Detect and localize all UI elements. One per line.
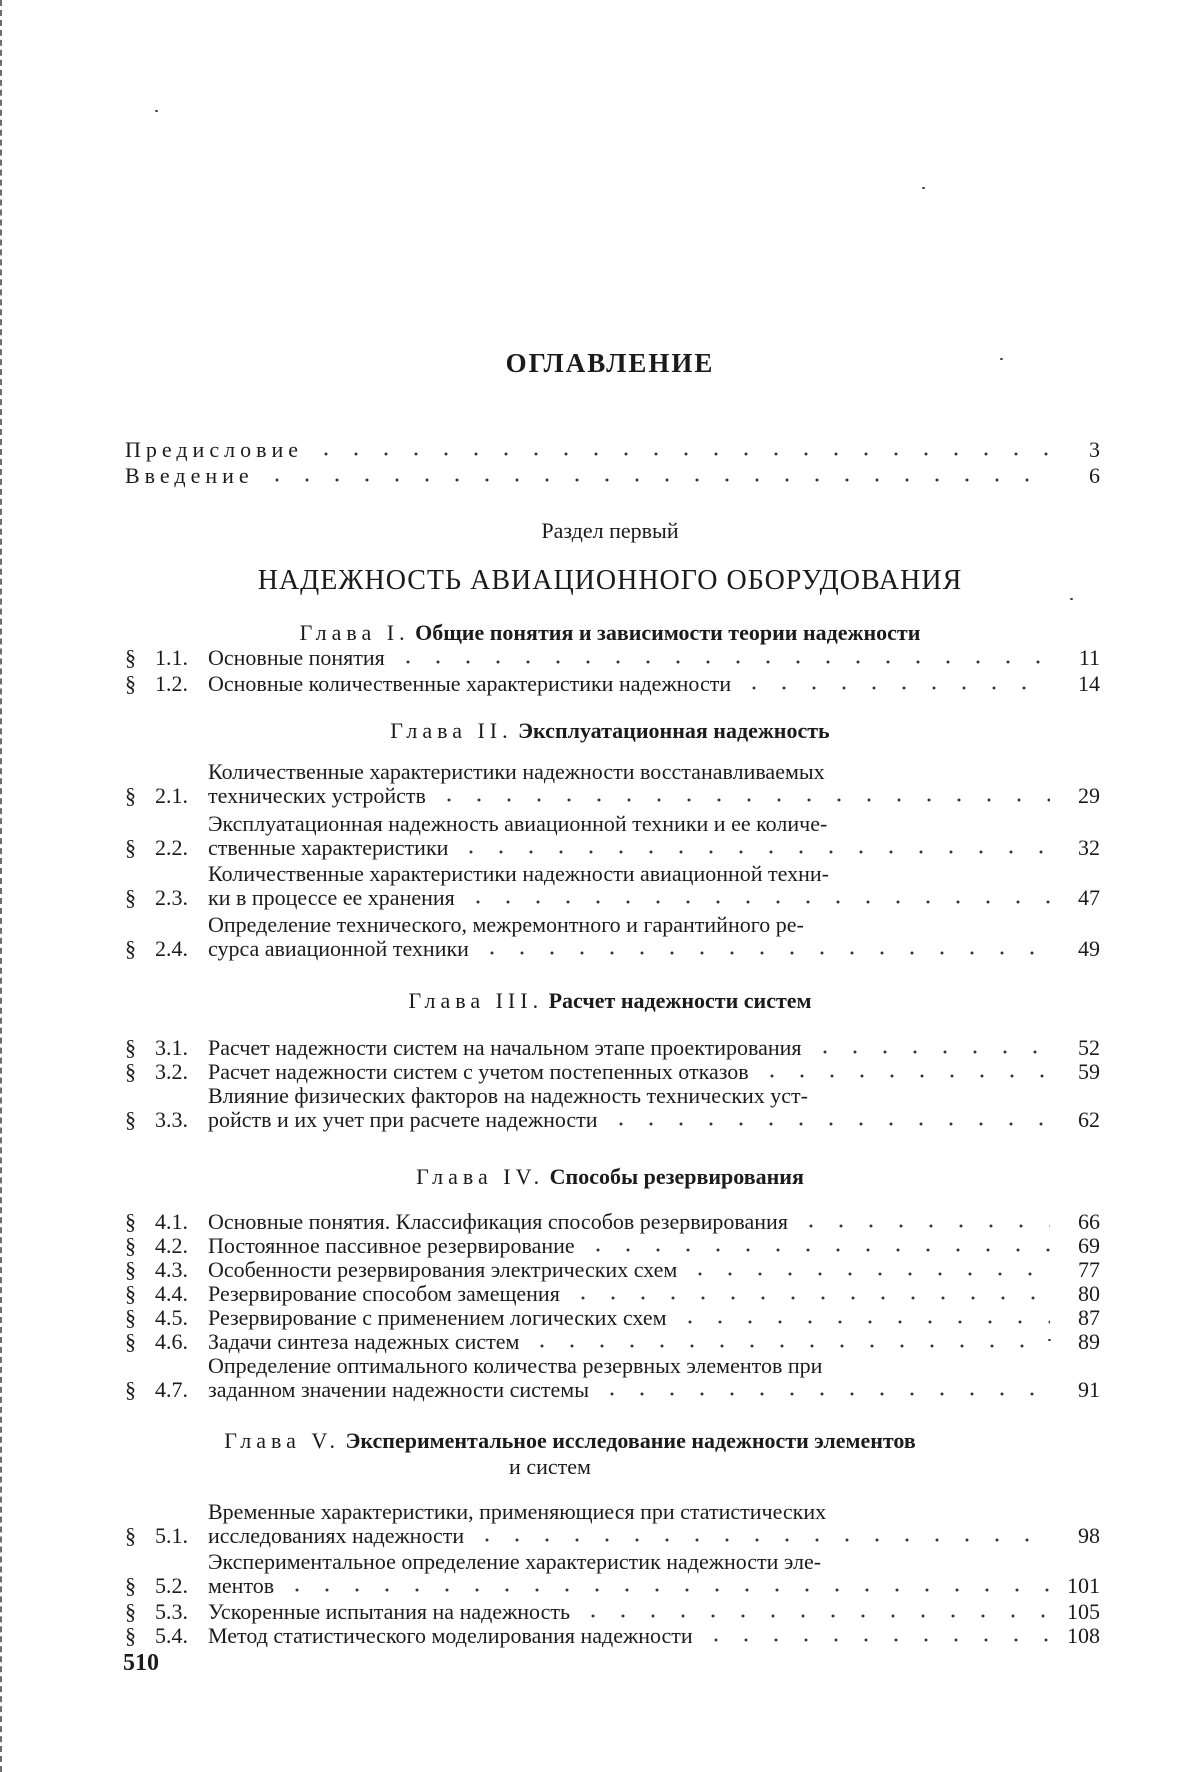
section-number: 2.2.	[155, 835, 188, 860]
page-number: 49	[1078, 936, 1100, 961]
entry-title-cont: ментов	[208, 1573, 275, 1598]
dot-leader	[675, 1320, 1050, 1324]
chapter-title: Экспериментальное исследование надежности элементов	[345, 1428, 916, 1453]
entry-title-cont: ки в процессе ее хранения	[208, 885, 455, 910]
entry-title-cont: сурса авиационной техники	[208, 936, 469, 961]
page-number: 108	[1067, 1623, 1100, 1648]
chapter-heading	[0, 1428, 1140, 1454]
section-number: 2.4.	[155, 936, 188, 961]
entry-title: Основные понятия. Классификация способов резервирования	[208, 1209, 788, 1234]
section-number: 5.1.	[155, 1523, 188, 1548]
section-sign: §	[125, 1329, 136, 1354]
page-number: 62	[1078, 1107, 1100, 1132]
toc-entry-section	[125, 1234, 1100, 1258]
toc-entry-introduction	[125, 464, 1100, 488]
toc-entry-section	[125, 1500, 1100, 1548]
dot-leader	[685, 1272, 1050, 1276]
section-sign: §	[125, 1209, 136, 1234]
dot-leader	[757, 1074, 1050, 1078]
toc-entry-section	[125, 672, 1100, 696]
part-title: НАДЕЖНОСТЬ АВИАЦИОННОГО ОБОРУДОВАНИЯ	[257, 565, 963, 596]
page-number: 101	[1067, 1573, 1100, 1598]
section-number: 4.2.	[155, 1233, 188, 1258]
entry-title: Резервирование способом замещения	[208, 1281, 560, 1306]
entry-title: Экспериментальное определение характеристик надежности эле-	[208, 1549, 822, 1574]
dot-leader	[456, 850, 1050, 854]
dot-leader	[393, 660, 1050, 664]
section-sign: §	[125, 1107, 136, 1132]
entry-title: Определение оптимального количества резервных элементов при	[208, 1353, 823, 1378]
section-sign: §	[125, 1305, 136, 1330]
toc-entry-section	[125, 1330, 1100, 1354]
toc-entry-section	[125, 812, 1100, 860]
entry-title-cont: исследованиях надежности	[208, 1523, 465, 1548]
section-sign: §	[125, 1623, 136, 1648]
scan-speck	[155, 110, 158, 112]
scan-speck	[922, 187, 925, 189]
page-number: 89	[1078, 1329, 1100, 1354]
chapter-title: Общие понятия и зависимости теории надежности	[415, 620, 921, 645]
section-sign: §	[125, 1573, 136, 1598]
section-number: 4.7.	[155, 1377, 188, 1402]
toc-entry-section	[125, 1306, 1100, 1330]
dot-leader	[810, 1050, 1050, 1054]
dot-leader	[527, 1344, 1050, 1348]
section-number: 5.4.	[155, 1623, 188, 1648]
dot-leader	[701, 1638, 1050, 1642]
page-number: 98	[1078, 1523, 1100, 1548]
page-number: 66	[1078, 1209, 1100, 1234]
page-number: 14	[1078, 671, 1100, 696]
page-number: 69	[1078, 1233, 1100, 1258]
toc-entry-section	[125, 1624, 1100, 1648]
chapter-title: Эксплуатационная надежность	[518, 718, 830, 743]
section-number: 4.6.	[155, 1329, 188, 1354]
dot-leader	[578, 1614, 1050, 1618]
page-number: 47	[1078, 885, 1100, 910]
section-sign: §	[125, 1035, 136, 1060]
entry-title: Ускоренные испытания на надежность	[208, 1599, 571, 1624]
toc-entry-section	[125, 1084, 1100, 1132]
toc-entry-section	[125, 760, 1100, 808]
chapter-title-cont: и систем	[509, 1454, 591, 1479]
section-number: 5.3.	[155, 1599, 188, 1624]
entry-title: Эксплуатационная надежность авиационной техники и ее количе-	[208, 811, 828, 836]
part-caption: Раздел первый	[541, 518, 679, 543]
entry-title: Влияние физических факторов на надежность технических уст-	[208, 1083, 808, 1108]
entry-title: Временные характеристики, применяющиеся при статистических	[208, 1499, 827, 1524]
entry-title: Количественные характеристики надежности авиационной техни-	[208, 861, 830, 886]
dot-leader	[477, 951, 1050, 955]
chapter-heading	[0, 988, 1200, 1014]
section-number: 4.4.	[155, 1281, 188, 1306]
dot-leader	[597, 1392, 1050, 1396]
entry-title: Задачи синтеза надежных систем	[208, 1329, 520, 1354]
toc-entry-section	[125, 862, 1100, 910]
dot-leader	[434, 798, 1050, 802]
page-number: 59	[1078, 1059, 1100, 1084]
page-number: 80	[1078, 1281, 1100, 1306]
section-number: 3.2.	[155, 1059, 188, 1084]
entry-title: Основные количественные характеристики надежности	[208, 671, 732, 696]
section-number: 5.2.	[155, 1573, 188, 1598]
page-edge	[0, 0, 6, 1772]
page-number: 105	[1067, 1599, 1100, 1624]
dot-leader	[583, 1248, 1050, 1252]
entry-title: Определение технического, межремонтного и гарантийного ре-	[208, 912, 804, 937]
toc-entry-section	[125, 1600, 1100, 1624]
toc-entry-section	[125, 1550, 1100, 1598]
entry-title: Количественные характеристики надежности восстанавливаемых	[208, 759, 825, 784]
section-sign: §	[125, 1281, 136, 1306]
toc-entry-preface	[125, 438, 1100, 462]
entry-title: Резервирование с применением логических схем	[208, 1305, 667, 1330]
page-number: 91	[1078, 1377, 1100, 1402]
chapter-title: Способы резервирования	[549, 1164, 804, 1189]
page-folio: 510	[123, 1650, 159, 1676]
section-number: 4.3.	[155, 1257, 188, 1282]
entry-title: Постоянное пассивное резервирование	[208, 1233, 575, 1258]
toc-entry-section	[125, 646, 1100, 670]
page-number: 11	[1078, 645, 1100, 670]
section-sign: §	[125, 1059, 136, 1084]
dot-leader	[472, 1538, 1050, 1542]
chapter-label: Глава V.	[224, 1428, 340, 1453]
section-sign: §	[125, 671, 136, 696]
dot-leader	[568, 1296, 1050, 1300]
entry-title-cont: ственные характеристики	[208, 835, 449, 860]
dot-leader	[282, 1588, 1050, 1592]
section-sign: §	[125, 645, 136, 670]
chapter-title: Расчет надежности систем	[548, 988, 812, 1013]
page-number: 29	[1078, 783, 1100, 808]
section-number: 2.3.	[155, 885, 188, 910]
section-sign: §	[125, 885, 136, 910]
section-sign: §	[125, 1377, 136, 1402]
entry-title-cont: заданном значении надежности системы	[208, 1377, 590, 1402]
dot-leader	[311, 452, 1050, 456]
entry-title: Расчет надежности систем на начальном этапе проектирования	[208, 1035, 802, 1060]
section-number: 2.1.	[155, 783, 188, 808]
chapter-heading	[0, 718, 1200, 744]
entry-title-cont: технических устройств	[208, 783, 426, 808]
chapter-label: Глава I.	[299, 620, 410, 645]
dot-leader	[606, 1122, 1050, 1126]
section-sign: §	[125, 936, 136, 961]
chapter-label: Глава II.	[390, 718, 513, 743]
entry-title: Предисловие	[125, 437, 303, 462]
toc-entry-section	[125, 1060, 1100, 1084]
section-number: 3.1.	[155, 1035, 188, 1060]
dot-leader	[796, 1224, 1050, 1228]
scan-speck	[1070, 598, 1073, 600]
entry-title: Особенности резервирования электрических схем	[208, 1257, 678, 1282]
chapter-label: Глава IV.	[416, 1164, 545, 1189]
section-number: 3.3.	[155, 1107, 188, 1132]
section-sign: §	[125, 835, 136, 860]
dot-leader	[463, 900, 1050, 904]
entry-title-cont: ройств и их учет при расчете надежности	[208, 1107, 598, 1132]
section-number: 1.2.	[155, 671, 188, 696]
toc-entry-section	[125, 1282, 1100, 1306]
section-sign: §	[125, 1233, 136, 1258]
toc-entry-section	[125, 1354, 1100, 1402]
page-number: 87	[1078, 1305, 1100, 1330]
chapter-label: Глава III.	[408, 988, 544, 1013]
section-number: 4.1.	[155, 1209, 188, 1234]
entry-title: Расчет надежности систем с учетом постепенных отказов	[208, 1059, 749, 1084]
entry-title: Основные понятия	[208, 645, 385, 670]
chapter-heading	[0, 1164, 1200, 1190]
entry-title: Введение	[125, 463, 254, 488]
page-number: 3	[1089, 437, 1100, 462]
entry-title: Метод статистического моделирования надежности	[208, 1623, 693, 1648]
section-sign: §	[125, 783, 136, 808]
section-sign: §	[125, 1599, 136, 1624]
dot-leader	[739, 686, 1050, 690]
section-sign: §	[125, 1523, 136, 1548]
toc-title: ОГЛАВЛЕНИЕ	[505, 348, 715, 378]
toc-entry-section	[125, 1210, 1100, 1234]
section-number: 1.1.	[155, 645, 188, 670]
dot-leader	[262, 478, 1050, 482]
page-number: 6	[1089, 463, 1100, 488]
page-number: 52	[1078, 1035, 1100, 1060]
toc-entry-section	[125, 1036, 1100, 1060]
toc-entry-section	[125, 913, 1100, 961]
section-sign: §	[125, 1257, 136, 1282]
chapter-heading	[0, 620, 1200, 646]
page-number: 32	[1078, 835, 1100, 860]
section-number: 4.5.	[155, 1305, 188, 1330]
toc-entry-section	[125, 1258, 1100, 1282]
page-number: 77	[1078, 1257, 1100, 1282]
